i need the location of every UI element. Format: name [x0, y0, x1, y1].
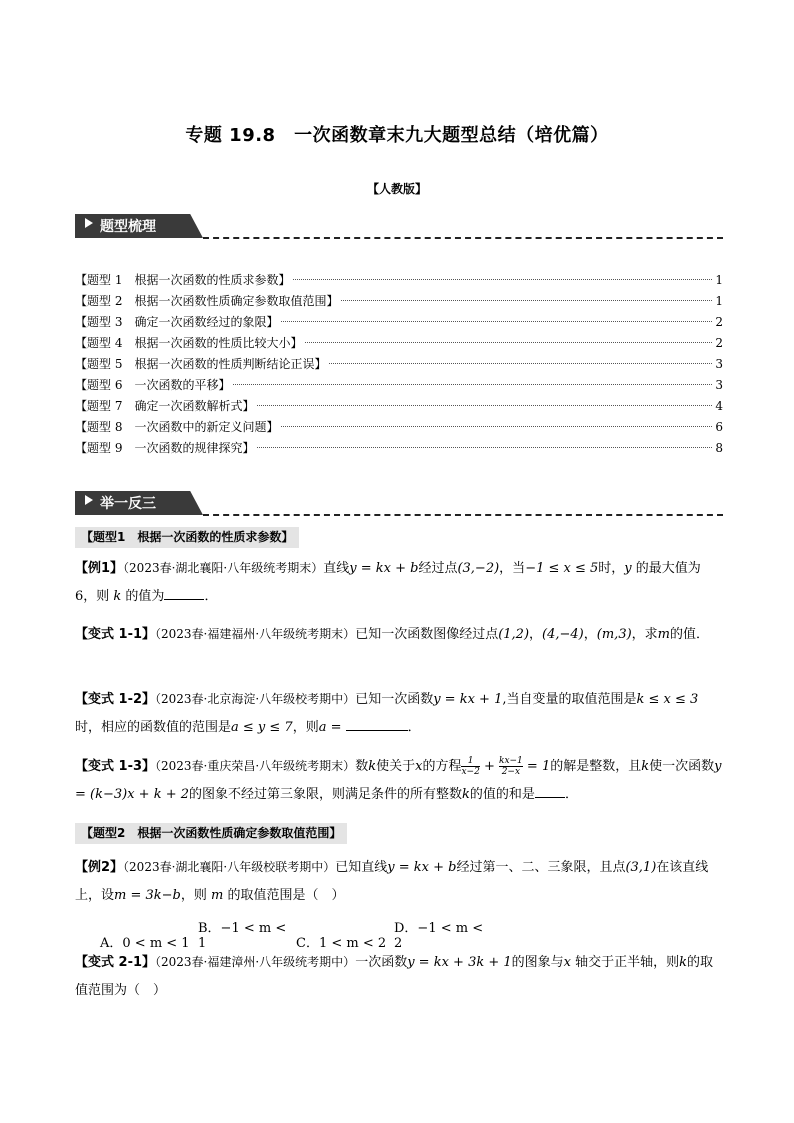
- toc-item-page: 4: [715, 399, 723, 413]
- toc-leader-dots: [281, 321, 712, 322]
- toc-item-page: 3: [715, 357, 723, 371]
- section-header-toc: [75, 211, 723, 241]
- toc-item-page: 8: [715, 441, 723, 455]
- toc-item[interactable]: [75, 354, 723, 375]
- answer-blank[interactable]: [164, 585, 204, 600]
- toc-leader-dots: [233, 384, 712, 385]
- toc-item[interactable]: [75, 291, 723, 312]
- variant-1-3: 【变式 1-3】（2023春·重庆荣昌·八年级统考期末）数k使关于x的方程 $\frac{1}{x-2}$ + $\frac{kx-1}{2-x}$ = 1的解是整数，且k使一次函数y = (k−3)x + k + 2的图象不经过第三象限，则满足条件的所有整数k的值的和是 ．: [75, 756, 722, 802]
- answer-blank[interactable]: [535, 783, 565, 798]
- fraction: $\frac{kx-1}{2-x}$: [498, 756, 523, 777]
- toc-item-page: 2: [715, 315, 723, 329]
- section-title: 举一反三: [100, 496, 156, 512]
- toc-item-page: 6: [715, 420, 723, 434]
- toc-leader-dots: [257, 405, 712, 406]
- table-of-contents: [75, 270, 723, 459]
- variant-1-1: 【变式 1-1】（2023春·福建福州·八年级统考期末）已知一次函数图像经过点(1,2)，(4,−4)，(m,3)，求m的值．: [75, 627, 710, 642]
- toc-item[interactable]: [75, 375, 723, 396]
- edition-label: 【人教版】: [366, 182, 427, 196]
- variant-2-1: 【变式 2-1】（2023春·福建漳州·八年级统考期中）一次函数y = kx + 3k + 1的图象与x 轴交于正半轴，则k的取值范围为（ ）: [75, 955, 714, 998]
- section-header-examples: [75, 488, 723, 518]
- toc-item-page: 1: [715, 273, 723, 287]
- type-heading-1: 【题型1 根据一次函数的性质求参数】: [75, 527, 299, 548]
- toc-leader-dots: [281, 426, 712, 427]
- answer-blank[interactable]: [346, 716, 408, 731]
- example-1: 【例1】（2023春·湖北襄阳·八年级统考期末）直线y = kx + b经过点(3,−2)，当−1 ≤ x ≤ 5时，y 的最大值为 6，则 k 的值为 ．: [75, 561, 701, 604]
- example-2: 【例2】（2023春·湖北襄阳·八年级校联考期中）已知直线y = kx + b经过第一、二、三象限，且点(3,1)在该直线上，设m = 3k−b，则 m 的取值范围是（ ）: [75, 860, 709, 903]
- section-title: 题型梳理: [100, 219, 156, 235]
- toc-item[interactable]: [75, 438, 723, 459]
- toc-leader-dots: [341, 300, 712, 301]
- toc-item-label: 【题型 2 根据一次函数性质确定参数取值范围】: [75, 294, 339, 308]
- toc-item[interactable]: [75, 396, 723, 417]
- toc-item-page: 3: [715, 378, 723, 392]
- toc-item-page: 1: [715, 294, 723, 308]
- option-a[interactable]: A．0 < m < 1: [100, 936, 190, 951]
- play-arrow-icon: [85, 495, 93, 505]
- variant-1-2: 【变式 1-2】（2023春·北京海淀·八年级校考期中）已知一次函数y = kx + 1,当自变量的取值范围是k ≤ x ≤ 3时，相应的函数值的范围是a ≤ y ≤ 7，则a = ．: [75, 692, 699, 735]
- type-heading-2: 【题型2 根据一次函数性质确定参数取值范围】: [75, 823, 347, 844]
- dashed-divider: [203, 237, 723, 239]
- toc-item[interactable]: [75, 417, 723, 438]
- toc-leader-dots: [329, 363, 712, 364]
- toc-item-label: 【题型 3 确定一次函数经过的象限】: [75, 315, 279, 329]
- toc-item[interactable]: [75, 333, 723, 354]
- option-c[interactable]: C．1 < m < 2: [296, 936, 387, 951]
- toc-leader-dots: [257, 447, 712, 448]
- option-d[interactable]: D．−1 < m < 2: [394, 921, 484, 951]
- toc-item[interactable]: [75, 270, 723, 291]
- option-b[interactable]: B．−1 < m < 1: [198, 921, 287, 951]
- dashed-divider: [203, 514, 723, 516]
- toc-item-label: 【题型 4 根据一次函数的性质比较大小】: [75, 336, 303, 350]
- toc-item-label: 【题型 9 一次函数的规律探究】: [75, 441, 255, 455]
- toc-item-label: 【题型 5 根据一次函数的性质判断结论正误】: [75, 357, 327, 371]
- toc-item-label: 【题型 1 根据一次函数的性质求参数】: [75, 273, 291, 287]
- toc-leader-dots: [305, 342, 712, 343]
- fraction: $\frac{1}{x-2}$: [461, 756, 480, 777]
- toc-item-label: 【题型 8 一次函数中的新定义问题】: [75, 420, 279, 434]
- page-title: 专题 19.8 一次函数章末九大题型总结（培优篇）: [185, 125, 609, 146]
- play-arrow-icon: [85, 218, 93, 228]
- toc-item-label: 【题型 6 一次函数的平移】: [75, 378, 231, 392]
- toc-item-label: 【题型 7 确定一次函数解析式】: [75, 399, 255, 413]
- toc-item-page: 2: [715, 336, 723, 350]
- answer-options: [100, 917, 492, 951]
- toc-leader-dots: [293, 279, 712, 280]
- toc-item[interactable]: [75, 312, 723, 333]
